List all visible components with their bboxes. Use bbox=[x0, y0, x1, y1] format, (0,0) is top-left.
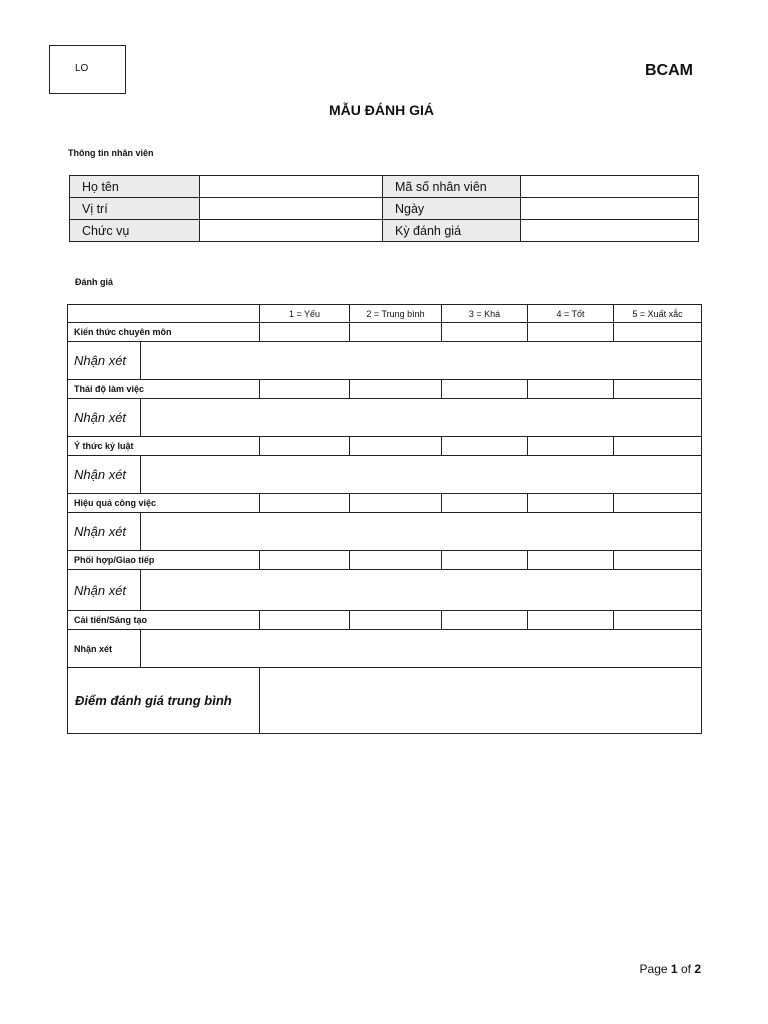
job-title-label: Chức vụ bbox=[70, 220, 200, 242]
document-title: MẪU ĐÁNH GIÁ bbox=[329, 102, 434, 118]
evaluation-section-label: Đánh giá bbox=[75, 277, 114, 287]
full-name-field[interactable] bbox=[200, 176, 383, 198]
rating-cell-3[interactable] bbox=[442, 494, 528, 513]
comment-field[interactable] bbox=[141, 630, 702, 668]
criterion-name: Hiệu quả công việc bbox=[68, 494, 260, 513]
review-period-field[interactable] bbox=[521, 220, 699, 242]
of-word: of bbox=[680, 962, 691, 976]
rating-cell-1[interactable] bbox=[260, 551, 350, 570]
rating-cell-5[interactable] bbox=[614, 611, 702, 630]
date-label: Ngày bbox=[383, 198, 521, 220]
rating-cell-3[interactable] bbox=[442, 551, 528, 570]
scale-5-header: 5 = Xuất xắc bbox=[614, 305, 702, 323]
current-page-number: 1 bbox=[670, 962, 678, 976]
rating-cell-5[interactable] bbox=[614, 380, 702, 399]
comment-label: Nhận xét bbox=[68, 630, 141, 668]
rating-cell-1[interactable] bbox=[260, 494, 350, 513]
rating-cell-4[interactable] bbox=[528, 437, 614, 456]
rating-cell-2[interactable] bbox=[350, 611, 442, 630]
criterion-name: Phối hợp/Giao tiếp bbox=[68, 551, 260, 570]
rating-cell-3[interactable] bbox=[442, 323, 528, 342]
rating-cell-4[interactable] bbox=[528, 323, 614, 342]
employee-id-label: Mã số nhân viên bbox=[383, 176, 521, 198]
comment-field[interactable] bbox=[141, 456, 702, 494]
scale-1-header: 1 = Yếu bbox=[260, 305, 350, 323]
criterion-row bbox=[68, 551, 702, 570]
date-field[interactable] bbox=[521, 198, 699, 220]
rating-cell-3[interactable] bbox=[442, 611, 528, 630]
logo-placeholder-text: LO bbox=[75, 63, 89, 74]
rating-cell-2[interactable] bbox=[350, 323, 442, 342]
criterion-name: Cải tiến/Sáng tạo bbox=[68, 611, 260, 630]
rating-cell-4[interactable] bbox=[528, 551, 614, 570]
rating-cell-3[interactable] bbox=[442, 380, 528, 399]
average-score-field[interactable] bbox=[260, 668, 702, 734]
rating-cell-4[interactable] bbox=[528, 611, 614, 630]
rating-cell-2[interactable] bbox=[350, 437, 442, 456]
rating-cell-5[interactable] bbox=[614, 437, 702, 456]
scale-4-header: 4 = Tốt bbox=[528, 305, 614, 323]
rating-cell-1[interactable] bbox=[260, 611, 350, 630]
rating-cell-1[interactable] bbox=[260, 437, 350, 456]
rating-cell-2[interactable] bbox=[350, 494, 442, 513]
criterion-row bbox=[68, 611, 702, 630]
employee-id-field[interactable] bbox=[521, 176, 699, 198]
employee-info-row bbox=[70, 176, 699, 198]
rating-cell-1[interactable] bbox=[260, 323, 350, 342]
employee-info-row bbox=[70, 220, 699, 242]
rating-cell-1[interactable] bbox=[260, 380, 350, 399]
criterion-row bbox=[68, 323, 702, 342]
logo-placeholder bbox=[49, 45, 126, 94]
comment-row bbox=[68, 399, 702, 437]
rating-cell-4[interactable] bbox=[528, 380, 614, 399]
criterion-row bbox=[68, 494, 702, 513]
criterion-row bbox=[68, 437, 702, 456]
scale-header-row bbox=[68, 305, 702, 323]
rating-cell-5[interactable] bbox=[614, 551, 702, 570]
employee-info-section-label: Thông tin nhân viên bbox=[68, 148, 154, 158]
position-label: Vị trí bbox=[70, 198, 200, 220]
rating-cell-5[interactable] bbox=[614, 494, 702, 513]
comment-label: Nhận xét bbox=[68, 342, 141, 380]
comment-field[interactable] bbox=[141, 342, 702, 380]
employee-info-row bbox=[70, 198, 699, 220]
comment-label: Nhận xét bbox=[68, 399, 141, 437]
position-field[interactable] bbox=[200, 198, 383, 220]
rating-cell-4[interactable] bbox=[528, 494, 614, 513]
comment-label: Nhận xét bbox=[68, 570, 141, 611]
full-name-label: Họ tên bbox=[70, 176, 200, 198]
criterion-name: Ý thức kỷ luật bbox=[68, 437, 260, 456]
evaluation-table bbox=[67, 304, 702, 734]
comment-row bbox=[68, 630, 702, 668]
criterion-name: Thái độ làm việc bbox=[68, 380, 260, 399]
scale-header-blank bbox=[68, 305, 260, 323]
comment-field[interactable] bbox=[141, 399, 702, 437]
average-score-label: Điểm đánh giá trung bình bbox=[68, 668, 260, 734]
employee-info-table bbox=[69, 175, 699, 242]
scale-2-header: 2 = Trung bình bbox=[350, 305, 442, 323]
rating-cell-2[interactable] bbox=[350, 551, 442, 570]
average-score-row bbox=[68, 668, 702, 734]
review-period-label: Kỳ đánh giá bbox=[383, 220, 521, 242]
criterion-name: Kiến thức chuyên môn bbox=[68, 323, 260, 342]
scale-3-header: 3 = Khá bbox=[442, 305, 528, 323]
page-word: Page bbox=[639, 962, 668, 976]
comment-label: Nhận xét bbox=[68, 456, 141, 494]
comment-label: Nhận xét bbox=[68, 513, 141, 551]
page-indicator bbox=[640, 962, 701, 976]
rating-cell-2[interactable] bbox=[350, 380, 442, 399]
comment-field[interactable] bbox=[141, 570, 702, 611]
rating-cell-5[interactable] bbox=[614, 323, 702, 342]
total-pages-number: 2 bbox=[694, 962, 701, 976]
job-title-field[interactable] bbox=[200, 220, 383, 242]
comment-field[interactable] bbox=[141, 513, 702, 551]
comment-row bbox=[68, 342, 702, 380]
criterion-row bbox=[68, 380, 702, 399]
comment-row bbox=[68, 570, 702, 611]
rating-cell-3[interactable] bbox=[442, 437, 528, 456]
comment-row bbox=[68, 456, 702, 494]
comment-row bbox=[68, 513, 702, 551]
brand-name: BCAM bbox=[645, 62, 693, 79]
